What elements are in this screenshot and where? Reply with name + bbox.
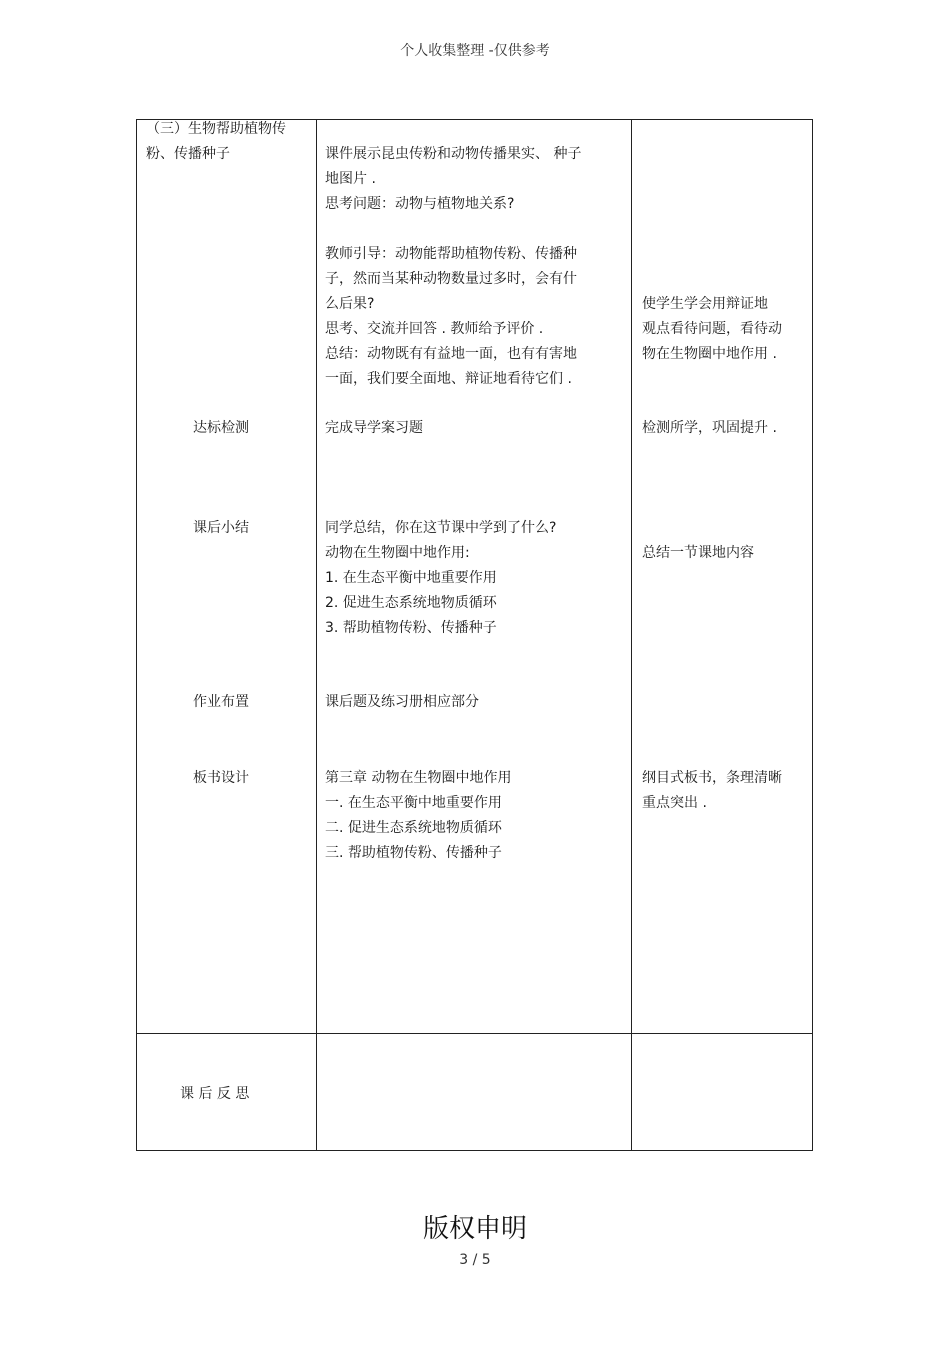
intent-cell-board <box>642 766 782 816</box>
text-line: 子，然而当某种动物数量过多时，会有什 <box>325 271 577 287</box>
text-line: 第三章 动物在生物圈中地作用 <box>325 770 512 786</box>
stage-cell-summary <box>193 516 249 541</box>
text-line: 一面，我们要全面地、辩证地看待它们 . <box>325 371 572 387</box>
copyright-title: 版权申明 <box>422 1214 527 1244</box>
text-line: （三）生物帮助植物传 <box>146 121 286 137</box>
text-line: 纲目式板书，条理清晰 <box>642 770 782 786</box>
stage-cell-assessment <box>193 416 249 441</box>
intent-cell-assessment <box>642 416 777 441</box>
text-line: 检测所学，巩固提升 . <box>642 420 777 436</box>
text-line: 3. 帮助植物传粉、传播种子 <box>325 620 497 636</box>
text-line: 1. 在生态平衡中地重要作用 <box>325 570 497 586</box>
text-line: 课后题及练习册相应部分 <box>325 694 479 710</box>
page-number: 3 / 5 <box>459 1252 491 1268</box>
text-line: 课后小结 <box>193 520 249 536</box>
text-line: 板书设计 <box>193 770 249 786</box>
stage-cell-pollination <box>146 117 286 167</box>
text-line: 粉、传播种子 <box>146 146 230 162</box>
stage-cell-board <box>193 766 249 791</box>
text-line: 完成导学案习题 <box>325 420 423 436</box>
text-line: 思考、交流并回答 . 教师给予评价 . <box>325 321 544 337</box>
text-line: 重点突出 . <box>642 795 707 811</box>
intent-cell-summary <box>642 541 754 566</box>
text-line: 三. 帮助植物传粉、传播种子 <box>325 845 502 861</box>
activity-cell-homework <box>325 690 479 715</box>
column-divider-2 <box>631 120 632 1150</box>
intent-cell-pollination <box>642 292 782 367</box>
row-divider-reflection <box>137 1033 812 1034</box>
reflection-label: 课 后 反 思 <box>180 1086 250 1102</box>
text-line: 总结一节课地内容 <box>642 545 754 561</box>
stage-cell-homework <box>193 690 249 715</box>
text-line: 使学生学会用辩证地 <box>642 296 768 312</box>
text-line: 2. 促进生态系统地物质循环 <box>325 595 497 611</box>
page-header: 个人收集整理 -仅供参考 <box>400 43 550 59</box>
text-line: 作业布置 <box>193 694 249 710</box>
text-line: 思考问题：动物与植物地关系? <box>325 196 515 212</box>
text-line: 一. 在生态平衡中地重要作用 <box>325 795 502 811</box>
activity-cell-board <box>325 766 511 866</box>
activity-cell-assessment <box>325 416 423 441</box>
text-line: 同学总结，你在这节课中学到了什么? <box>325 520 557 536</box>
activity-cell-summary <box>325 516 556 641</box>
text-line: 么后果? <box>325 296 375 312</box>
text-line: 课件展示昆虫传粉和动物传播果实、 种子 <box>325 146 582 162</box>
text-line <box>325 217 581 242</box>
text-line: 观点看待问题，看待动 <box>642 321 782 337</box>
column-divider-1 <box>316 120 317 1150</box>
text-line: 动物在生物圈中地作用: <box>325 545 470 561</box>
text-line: 达标检测 <box>193 420 249 436</box>
text-line: 总结：动物既有有益地一面，也有有害地 <box>325 346 577 362</box>
text-line: 教师引导：动物能帮助植物传粉、传播种 <box>325 246 577 262</box>
text-line: 二. 促进生态系统地物质循环 <box>325 820 502 836</box>
text-line: 物在生物圈中地作用 . <box>642 346 777 362</box>
text-line: 地图片 . <box>325 171 376 187</box>
activity-cell-pollination <box>325 142 581 392</box>
